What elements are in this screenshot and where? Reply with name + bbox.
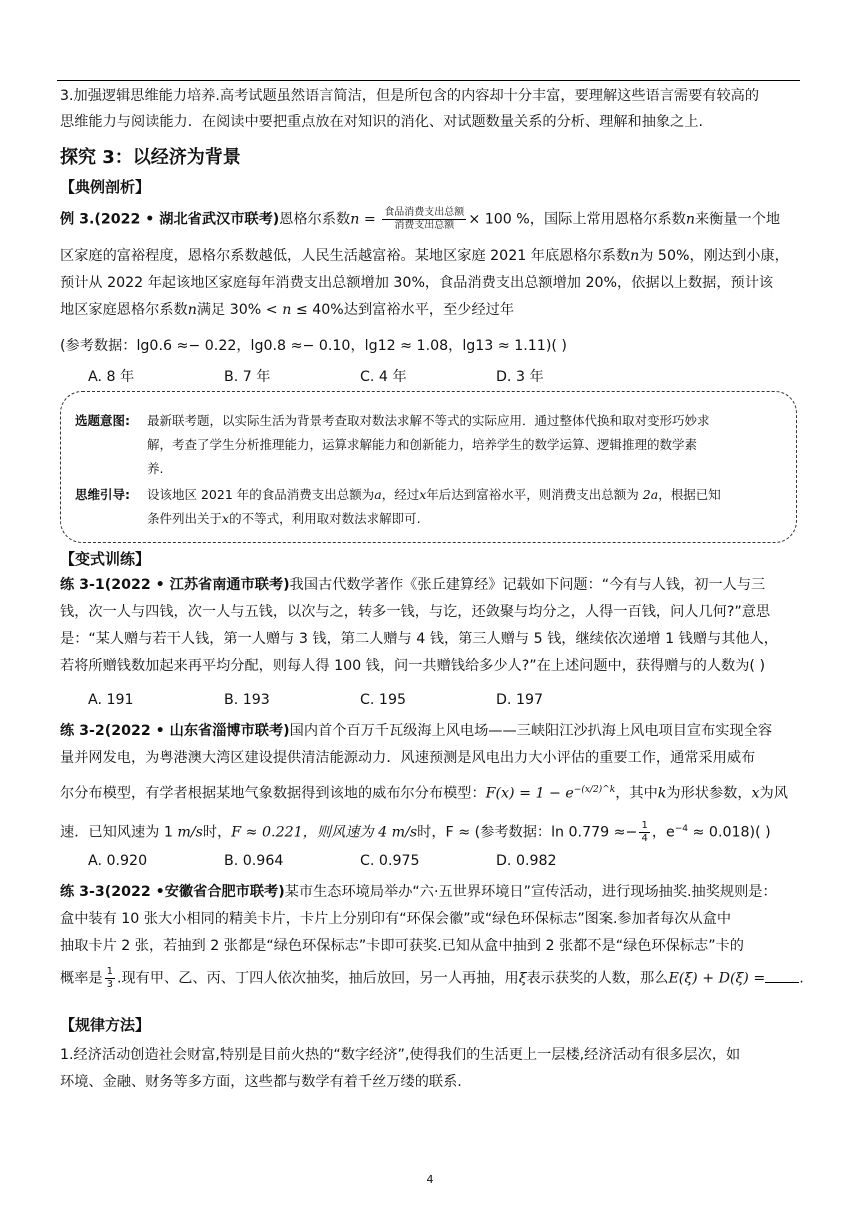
option-c: C. 195 bbox=[360, 692, 407, 708]
option-b: B. 7 年 bbox=[224, 369, 271, 385]
text-line: 区家庭的富裕程度，恩格尔系数越低，人民生活越富裕。某地区家庭 2021 年底恩格尔系数n为 50%，刚达到小康， bbox=[60, 248, 789, 264]
probability-line: 概率是 $\frac{1}{3}$ .现有甲、乙、丙、丁四人依次抽奖，抽后放回，另一人再抽，用ξ表示获奖的人数，那么E(ξ) + D(ξ) = . bbox=[60, 966, 804, 990]
intent-text: 养. bbox=[147, 461, 164, 476]
answer-blank[interactable] bbox=[765, 970, 799, 983]
practice-heading: 【变式训练】 bbox=[60, 550, 151, 568]
text-line: 预计从 2022 年起该地区家庭每年消费支出总额增加 30%，食品消费支出总额增加 20%，依据以上数据，预计该 bbox=[60, 275, 774, 291]
practice-3-2-label: 练 3-2(2022 • 山东省淄博市联考) bbox=[60, 723, 290, 739]
text-line: 1.经济活动创造社会财富,特别是目前火热的“数字经济”,使得我们的生活更上一层楼,经济活动有很多层次，如 bbox=[60, 1047, 741, 1063]
practice-3-3-line: 练 3-3(2022 •安徽省合肥市联考)某市生态环境局举办“六·五世界环境日”宣传活动，进行现场抽奖.抽奖规则是： bbox=[60, 884, 777, 900]
option-c: C. 4 年 bbox=[360, 369, 407, 385]
text-line: 抽取卡片 2 张，若抽到 2 张都是“绿色环保标志”卡即可获奖.已知从盒中抽到 2 张都不是“绿色环保标志”卡的 bbox=[60, 938, 744, 954]
text-line: 地区家庭恩格尔系数n满足 30% < n ≤ 40%达到富裕水平，至少经过年 bbox=[60, 302, 515, 318]
option-d: D. 3 年 bbox=[496, 369, 544, 385]
text-line: 环境、金融、财务等多方面，这些都与数学有着千丝万缕的联系. bbox=[60, 1074, 462, 1090]
option-a: A. 191 bbox=[88, 692, 134, 708]
intent-label: 选题意图: bbox=[75, 413, 130, 428]
text-line: 盒中装有 10 张大小相同的精美卡片，卡片上分别印有“环保会徽”或“绿色环保标志”图案.参加者每次从盒中 bbox=[60, 911, 732, 927]
engel-fraction: $\frac{\text{食品消费支出总额}}{\text{消费支出总额}}$ bbox=[384, 207, 465, 231]
guide-text: 条件列出关于x的不等式，利用取对数法求解即可. bbox=[147, 511, 421, 526]
method-heading: 【规律方法】 bbox=[60, 1016, 151, 1034]
text-line: 思维能力与阅读能力．在阅读中要把重点放在对知识的消化、对试题数量关系的分析、理解和抽象之上. bbox=[60, 114, 703, 130]
option-a: A. 8 年 bbox=[88, 369, 135, 385]
text-line: 是：“某人赠与若干人钱，第一人赠与 3 钱，第二人赠与 4 钱，第三人赠与 5 钱，继续依次递增 1 钱赠与其他人， bbox=[60, 631, 778, 647]
guide-label: 思维引导: bbox=[75, 487, 130, 502]
third-fraction: $\frac{1}{3}$ bbox=[106, 966, 113, 990]
weibull-line: 尔分布模型，有学者根据某地气象数据得到该地的威布尔分布模型：$F(x) = 1 - e^{-(x/2)\^{}k}$，其中k为形状参数，x为风 bbox=[60, 785, 788, 802]
practice-3-2-line: 练 3-2(2022 • 山东省淄博市联考)国内首个百万千瓦级海上风电场——三峡阳江沙扒海上风电项目宣布实现全容 bbox=[60, 723, 773, 739]
option-d: D. 197 bbox=[496, 692, 544, 708]
text-line: 若将所赠钱数加起来再平均分配，则每人得 100 钱，问一共赠钱给多少人?”在上述问题中，获得赠与的人数为( ) bbox=[60, 658, 766, 674]
example-3-line: 例 3.(2022 • 湖北省武汉市联考)恩格尔系数n = $\frac{\text{食品消费支出总额}}{\text{消费支出总额}}$ × 100 %，国际上常用恩格尔系数n来衡量一个地 bbox=[60, 207, 781, 231]
option-b: B. 0.964 bbox=[224, 853, 284, 869]
guide-text: 设该地区 2021 年的食品消费支出总额为a，经过x年后达到富裕水平，则消费支出总额为 2a，根据已知 bbox=[147, 487, 721, 502]
quarter-fraction: $\frac{1}{4}$ bbox=[641, 820, 648, 845]
page-number: 4 bbox=[426, 1173, 434, 1186]
practice-3-1-label: 练 3-1(2022 • 江苏省南通市联考) bbox=[60, 577, 290, 593]
wind-line: 速．已知风速为 1 m/s时，F ≈ 0.221，则风速为 4 m/s时，F ≈ (参考数据：ln 0.779 ≈− $\frac{1}{4}$ ，$e^{-4} \approx 0.018$)( ) bbox=[60, 820, 771, 845]
example-heading: 【典例剖析】 bbox=[60, 178, 151, 196]
text-line: 钱，次一人与四钱，次一人与五钱，以次与之，转多一钱，与讫，还敛聚与均分之，人得一百钱，问人几何?”意思 bbox=[60, 604, 771, 620]
practice-3-1-line: 练 3-1(2022 • 江苏省南通市联考)我国古代数学著作《张丘建算经》记载如下问题：“今有与人钱，初一人与三 bbox=[60, 577, 766, 593]
intent-text: 解，考查了学生分析推理能力，运算求解能力和创新能力，培养学生的数学运算、逻辑推理的数学素 bbox=[147, 437, 698, 452]
header-rule bbox=[57, 80, 800, 81]
section-heading: 探究 3：以经济为背景 bbox=[60, 147, 241, 168]
option-d: D. 0.982 bbox=[496, 853, 557, 869]
example-3-label: 例 3.(2022 • 湖北省武汉市联考) bbox=[60, 211, 280, 228]
intent-text: 最新联考题，以实际生活为背景考查取对数法求解不等式的实际应用．通过整体代换和取对变形巧妙求 bbox=[147, 413, 710, 428]
option-c: C. 0.975 bbox=[360, 853, 420, 869]
option-a: A. 0.920 bbox=[88, 853, 148, 869]
analysis-box bbox=[60, 391, 797, 543]
text-line: 3.加强逻辑思维能力培养.高考试题虽然语言简洁，但是所包含的内容却十分丰富，要理解这些语言需要有较高的 bbox=[60, 88, 760, 104]
text-line: 量并网发电，为粤港澳大湾区建设提供清洁能源动力．风速预测是风电出力大小评估的重要工作，通常采用威布 bbox=[60, 750, 756, 766]
option-b: B. 193 bbox=[224, 692, 270, 708]
reference-data: (参考数据：lg0.6 ≈− 0.22，lg0.8 ≈− 0.10，lg12 ≈ 1.08，lg13 ≈ 1.11)( ) bbox=[60, 338, 567, 354]
practice-3-3-label: 练 3-3(2022 •安徽省合肥市联考) bbox=[60, 884, 285, 900]
